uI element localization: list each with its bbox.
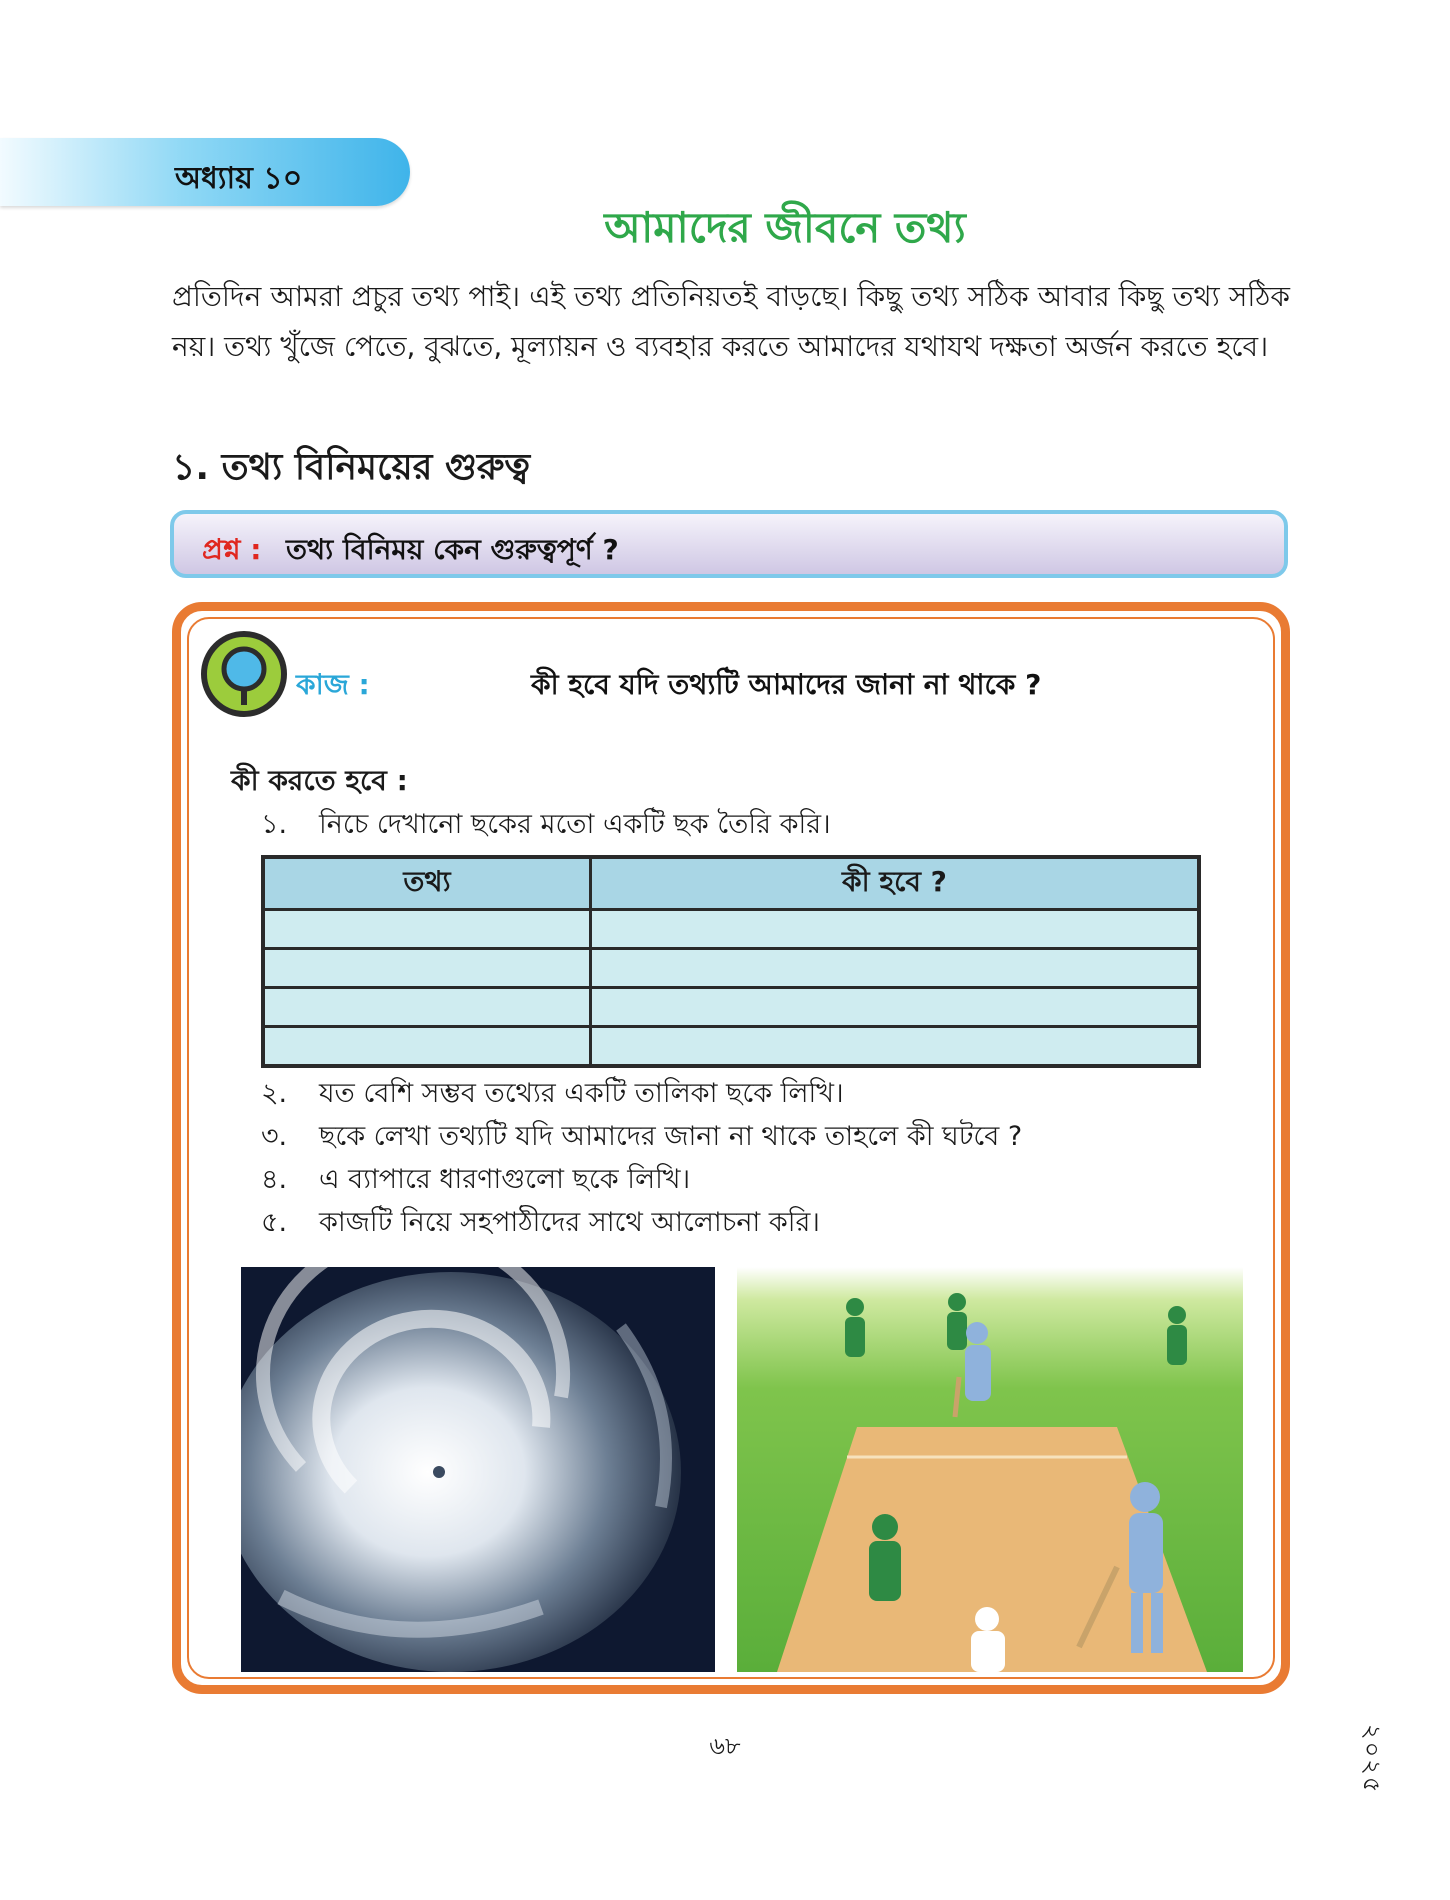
step-number: ৫. [261, 1207, 288, 1238]
step-item [261, 1159, 690, 1204]
table-row [263, 910, 1199, 949]
table-cell [263, 988, 591, 1027]
question-label: প্রশ্ন : [202, 533, 262, 566]
step-item [261, 1116, 1022, 1161]
task-label: কাজ : [296, 668, 370, 701]
page-number: ৬৮ [709, 1732, 741, 1760]
todo-heading: কী করতে হবে : [231, 764, 408, 797]
table-cell [263, 910, 591, 949]
table-cell [591, 988, 1200, 1027]
table-cell [591, 949, 1200, 988]
step-text: কাজটি নিয়ে সহপাঠীদের সাথে আলোচনা করি। [319, 1207, 820, 1238]
step-item [261, 804, 831, 849]
step-text: যত বেশি সম্ভব তথ্যের একটি তালিকা ছকে লিখি। [319, 1078, 844, 1109]
table-cell [591, 1027, 1200, 1067]
page-title: আমাদের জীবনে তথ্য [604, 203, 966, 252]
info-table [261, 855, 1201, 1068]
table-row [263, 949, 1199, 988]
question-text: তথ্য বিনিময় কেন গুরুত্বপূর্ণ ? [286, 533, 619, 566]
chapter-label: অধ্যায় ১০ [175, 161, 303, 196]
cricket-match-illustration [737, 1267, 1243, 1672]
table-header: তথ্য [263, 857, 591, 910]
side-code: ২০২৫ [1358, 1724, 1386, 1795]
step-item [261, 1202, 820, 1247]
magnifier-icon [201, 631, 287, 717]
task-question: কী হবে যদি তথ্যটি আমাদের জানা না থাকে ? [531, 668, 1042, 701]
activity-box [172, 602, 1290, 1694]
step-item [261, 1073, 844, 1118]
table-header: কী হবে ? [591, 857, 1200, 910]
step-number: ২. [261, 1078, 288, 1109]
section-heading: ১. তথ্য বিনিময়ের গুরুত্ব [172, 447, 531, 488]
step-number: ৩. [261, 1121, 288, 1152]
table-cell [263, 1027, 591, 1067]
step-number: ৪. [261, 1164, 288, 1195]
table-header-row [263, 857, 1199, 910]
step-text: এ ব্যাপারে ধারণাগুলো ছকে লিখি। [319, 1164, 691, 1195]
table-row [263, 1027, 1199, 1067]
table-cell [263, 949, 591, 988]
step-text: ছকে লেখা তথ্যটি যদি আমাদের জানা না থাকে তাহলে কী ঘটবে ? [319, 1121, 1023, 1152]
question-bar [170, 510, 1288, 578]
cyclone-satellite-image [241, 1267, 715, 1672]
intro-paragraph: প্রতিদিন আমরা প্রচুর তথ্য পাই। এই তথ্য প্রতিনিয়তই বাড়ছে। কিছু তথ্য সঠিক আবার কিছু তথ্য সঠিক নয়। তথ্য খুঁজে পেতে, বুঝতে, মূল্যায়ন ও ব্যবহার করতে আমাদের যথাযথ দক্ষতা অর্জন করতে হবে। [172, 280, 1290, 363]
step-number: ১. [261, 809, 288, 840]
table-row [263, 988, 1199, 1027]
step-text: নিচে দেখানো ছকের মতো একটি ছক তৈরি করি। [319, 809, 831, 840]
table-cell [591, 910, 1200, 949]
